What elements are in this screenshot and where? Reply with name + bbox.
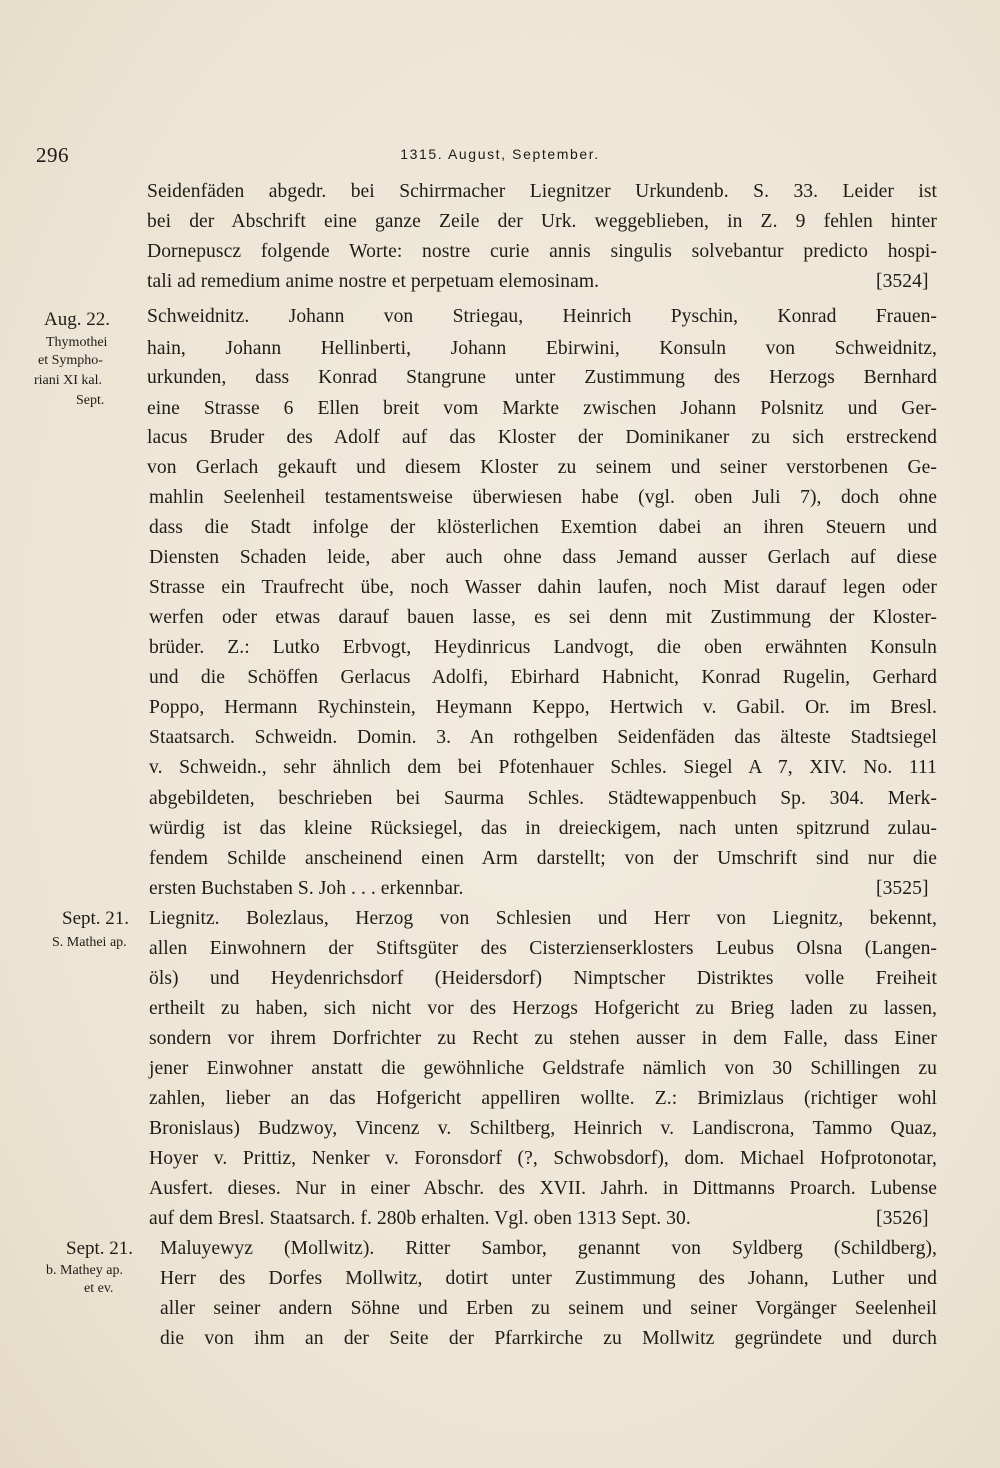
text-line: fendem Schilde anscheinend einen Arm darstellt; von der Umschrift sind nur die [149,848,937,869]
margin-date: Sept. 21. [66,1238,134,1259]
text-line: sondern vor ihrem Dorfrichter zu Recht zu stehen ausser in dem Falle, dass Einer [149,1028,937,1049]
text-line: brüder. Z.: Lutko Erbvogt, Heydinricus Landvogt, die oben erwähnten Konsuln [149,637,937,658]
text-line: zahlen, lieber an das Hofgericht appelliren wollte. Z.: Brimizlaus (richtiger wohl [149,1088,937,1109]
text-line: Poppo, Hermann Rychinstein, Heymann Keppo, Hertwich v. Gabil. Or. im Bresl. [149,697,937,718]
text-line: urkunden, dass Konrad Stangrune unter Zustimmung des Herzogs Bernhard [147,367,937,388]
text-line: Dornepuscz folgende Worte: nostre curie annis singulis solvebantur predicto hospi- [147,241,937,262]
margin-note: S. Mathei ap. [52,935,127,950]
margin-note: Sept. [76,393,105,408]
text-line: jener Einwohner anstatt die gewöhnliche Geldstrafe nämlich von 30 Schillingen zu [149,1058,937,1079]
text-line: von Gerlach gekauft und diesem Kloster zu seinem und seiner verstorbenen Ge- [147,457,937,478]
margin-note: Thymothei [46,335,108,350]
text-line: tali ad remedium anime nostre et perpetuam elemosinam. [147,271,600,292]
running-title: 1315. August, September. [400,146,600,162]
margin-note: et ev. [84,1281,114,1296]
margin-note: et Sympho- [38,353,103,368]
text-line: Herr des Dorfes Mollwitz, dotirt unter Zustimmung des Johann, Luther und [160,1268,937,1289]
text-line: lacus Bruder des Adolf auf das Kloster der Dominikaner zu sich erstreckend [147,427,937,448]
text-line: Schweidnitz. Johann von Striegau, Heinrich Pyschin, Konrad Frauen- [147,306,937,327]
text-line: Liegnitz. Bolezlaus, Herzog von Schlesien und Herr von Liegnitz, bekennt, [149,908,937,929]
margin-date: Aug. 22. [44,309,110,330]
margin-note: riani XI kal. [34,373,103,388]
entry-number: [3525] [876,878,929,899]
text-line: allen Einwohnern der Stiftsgüter des Cisterzienserklosters Leubus Olsna (Langen- [149,938,937,959]
text-line: v. Schweidn., sehr ähnlich dem bei Pfotenhauer Schles. Siegel A 7, XIV. No. 111 [149,757,937,778]
text-line: Ausfert. dieses. Nur in einer Abschr. des XVII. Jahrh. in Dittmanns Proarch. Lubense [149,1178,937,1199]
text-line: Hoyer v. Prittiz, Nenker v. Foronsdorf (?, Schwobsdorf), dom. Michael Hofprotonotar, [149,1148,937,1169]
text-line: werfen oder etwas darauf bauen lasse, es sei denn mit Zustimmung der Kloster- [149,607,937,628]
text-line: Diensten Schaden leide, aber auch ohne dass Jemand ausser Gerlach auf diese [149,547,937,568]
text-line: würdig ist das kleine Rücksiegel, das in dreieckigem, nach unten spitzrund zulau- [149,818,937,839]
text-line: aller seiner andern Söhne und Erben zu seinem und seiner Vorgänger Seelenheil [160,1298,937,1319]
text-line: und die Schöffen Gerlacus Adolfi, Ebirhard Habnicht, Konrad Rugelin, Gerhard [149,667,937,688]
text-line: Bronislaus) Budzwoy, Vincenz v. Schiltberg, Heinrich v. Landiscrona, Tammo Quaz, [149,1118,937,1139]
text-line: ertheilt zu haben, sich nicht vor des Herzogs Hofgericht zu Brieg laden zu lassen, [149,998,937,1019]
text-line: Maluyewyz (Mollwitz). Ritter Sambor, genannt von Syldberg (Schildberg), [160,1238,937,1259]
entry-number: [3526] [876,1208,929,1229]
text-line: ersten Buchstaben S. Joh . . . erkennbar. [149,878,464,899]
text-line: Staatsarch. Schweidn. Domin. 3. An rothgelben Seidenfäden das älteste Stadtsiegel [149,727,937,748]
page-number: 296 [36,143,69,167]
text-line: die von ihm an der Seite der Pfarrkirche zu Mollwitz gegründete und durch [160,1328,937,1349]
text-line: Seidenfäden abgedr. bei Schirrmacher Liegnitzer Urkundenb. S. 33. Leider ist [147,181,937,202]
text-line: Strasse ein Traufrecht übe, noch Wasser dahin laufen, noch Mist darauf legen oder [149,577,937,598]
margin-note: b. Mathey ap. [46,1263,123,1278]
text-line: öls) und Heydenrichsdorf (Heidersdorf) Nimptscher Distriktes volle Freiheit [149,968,937,989]
text-line: auf dem Bresl. Staatsarch. f. 280b erhalten. Vgl. oben 1313 Sept. 30. [149,1208,691,1229]
text-line: mahlin Seelenheil testamentsweise überwiesen habe (vgl. oben Juli 7), doch ohne [149,487,937,508]
text-line: eine Strasse 6 Ellen breit vom Markte zwischen Johann Polsnitz und Ger- [147,398,937,419]
margin-date: Sept. 21. [62,908,130,929]
text-line: abgebildeten, beschrieben bei Saurma Schles. Städtewappenbuch Sp. 304. Merk- [149,788,937,809]
entry-number: [3524] [876,271,929,292]
text-line: dass die Stadt infolge der klösterlichen Exemtion dabei an ihren Steuern und [149,517,937,538]
text-line: bei der Abschrift eine ganze Zeile der Urk. weggeblieben, in Z. 9 fehlen hinter [147,211,937,232]
text-line: hain, Johann Hellinberti, Johann Ebirwini, Konsuln von Schweidnitz, [147,338,937,359]
